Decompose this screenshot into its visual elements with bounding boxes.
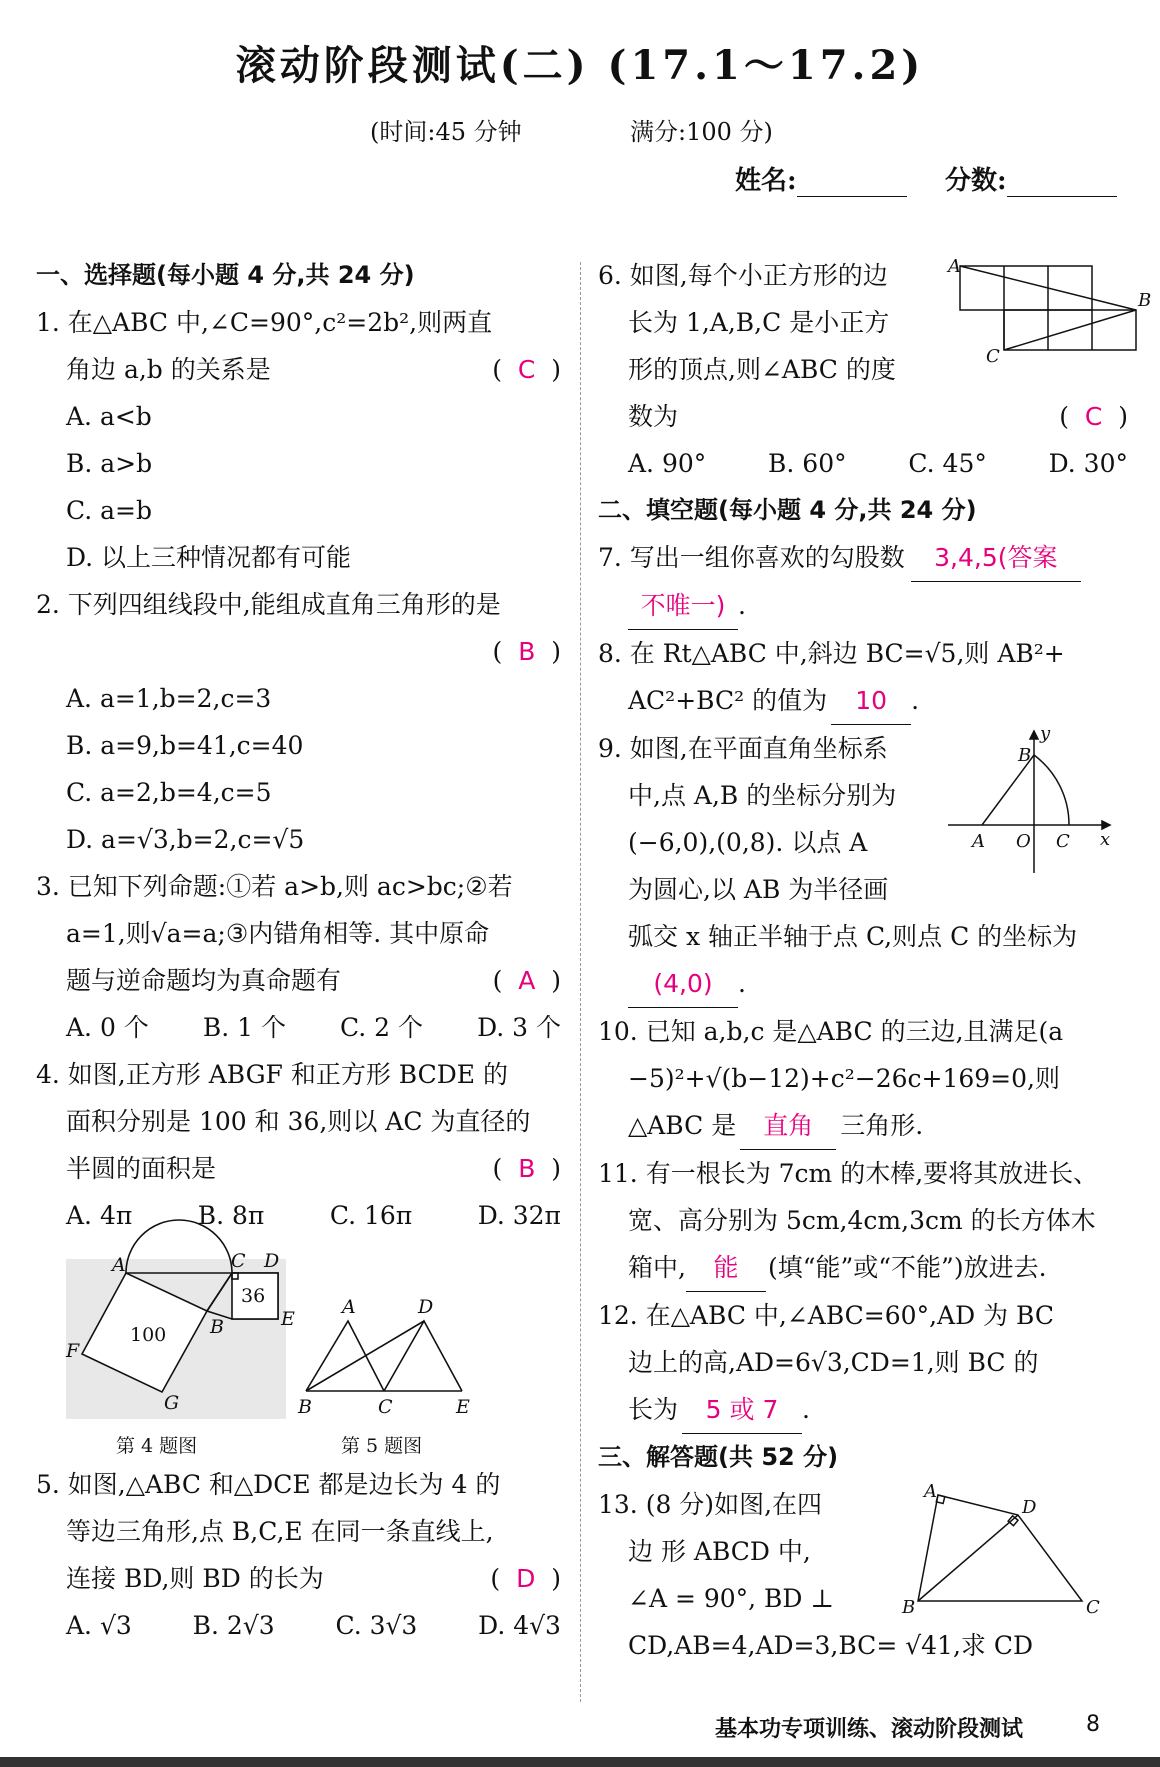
q3-answer: A <box>518 966 536 995</box>
q2-option-a: A. a=1,b=2,c=3 <box>66 684 272 713</box>
question-12 <box>598 1292 1128 1434</box>
q1-stem-line1: 1. 在△ABC 中,∠C=90°,c²=2b²,则两直 <box>36 308 493 337</box>
q1-answer: C <box>517 355 536 384</box>
fig4-label-b: B <box>210 1316 224 1338</box>
fig5-triangle-dce <box>384 1321 462 1391</box>
q6-option-b: B. 60° <box>768 449 847 478</box>
q9-label-b: B <box>1018 745 1032 766</box>
figures-4-5 <box>36 1239 561 1461</box>
fig5-triangle-abc <box>306 1321 384 1391</box>
time-limit: (时间:45 分钟 <box>370 118 522 146</box>
q10-stem-line3: △ABC 是 直角 三角形. <box>598 1102 1128 1150</box>
question-5 <box>36 1461 561 1649</box>
figure-5 <box>306 1321 462 1391</box>
q11-answer[interactable]: 能 <box>686 1244 766 1292</box>
q11-stem-line3: 箱中, 能 (填“能”或“不能”)放进去. <box>598 1244 1128 1292</box>
q12-stem-line2: 边上的高,AD=6√3,CD=1,则 BC 的 <box>628 1348 1039 1377</box>
q8-stem-line2: AC²+BC² 的值为 10 . <box>598 677 1128 725</box>
q6-line-cb <box>1004 310 1136 350</box>
q5-option-c: C. 3√3 <box>335 1611 418 1640</box>
fig4-caption: 第 4 题图 <box>116 1435 198 1457</box>
q5-option-b: B. 2√3 <box>192 1611 275 1640</box>
q9-label-c: C <box>1056 831 1070 852</box>
q13-quadrilateral <box>918 1495 1082 1601</box>
footer-text: 基本功专项训练、滚动阶段测试 <box>715 1717 1024 1742</box>
q6-option-c: C. 45° <box>908 449 987 478</box>
q5-stem-line1: 5. 如图,△ABC 和△DCE 都是边长为 4 的 <box>36 1470 501 1499</box>
q4-option-a: A. 4π <box>66 1201 133 1230</box>
name-label: 姓名: <box>735 166 797 196</box>
q5-option-d: D. 4√3 <box>478 1611 561 1640</box>
q6-stem-line4: 数为 ( C ) <box>628 402 1128 431</box>
q6-options <box>598 440 1128 487</box>
bottom-bar <box>0 1757 1160 1767</box>
question-4 <box>36 1051 561 1239</box>
q1-stem-line2: 角边 a,b 的关系是 ( C ) <box>66 355 561 384</box>
question-1 <box>36 299 561 581</box>
q12-stem-line1: 12. 在△ABC 中,∠ABC=60°,AD 为 BC <box>598 1301 1054 1330</box>
fig5-label-a: A <box>342 1296 356 1318</box>
q3-option-b: B. 1 个 <box>202 1013 286 1042</box>
q2-answer-line: ( B ) <box>492 637 561 666</box>
q12-answer[interactable]: 5 或 7 <box>682 1386 802 1434</box>
q13-stem-line2: 边 形 ABCD 中, <box>628 1537 811 1566</box>
question-10 <box>598 1008 1128 1150</box>
q3-stem-line1: 3. 已知下列命题:①若 a>b,则 ac>bc;②若 <box>36 872 513 901</box>
q4-option-d: D. 32π <box>477 1201 561 1230</box>
q11-stem-line2: 宽、高分别为 5cm,4cm,3cm 的长方体木 <box>628 1206 1096 1235</box>
q9-arc <box>1034 755 1069 825</box>
q6-answer: C <box>1084 402 1103 431</box>
section-1-title: 一、选择题(每小题 4 分,共 24 分) <box>36 261 415 289</box>
q6-grid-top <box>960 266 1092 310</box>
fig4-area-100: 100 <box>130 1324 167 1346</box>
score-field[interactable] <box>945 160 1117 197</box>
q13-label-c: C <box>1086 1597 1100 1618</box>
q13-stem-line4: CD,AB=4,AD=3,BC= √41,求 CD <box>628 1631 1034 1660</box>
q10-answer[interactable]: 直角 <box>740 1102 836 1150</box>
q2-answer: B <box>518 637 536 666</box>
q3-stem-line2: a=1,则√a=a;③内错角相等. 其中原命 <box>66 919 490 948</box>
q2-stem: 2. 下列四组线段中,能组成直角三角形的是 <box>36 590 501 619</box>
q4-answer: B <box>518 1154 536 1183</box>
score-label: 分数: <box>945 166 1007 196</box>
question-2 <box>36 581 561 863</box>
question-8 <box>598 630 1128 725</box>
q8-answer[interactable]: 10 <box>831 677 911 725</box>
q6-stem-line2: 长为 1,A,B,C 是小正方 <box>628 308 890 337</box>
q12-stem-line3: 长为 5 或 7 . <box>598 1386 1128 1434</box>
q9-stem-line3: (−6,0),(0,8). 以点 A <box>628 828 868 857</box>
question-3 <box>36 863 561 1051</box>
fig4-label-f: F <box>66 1340 80 1362</box>
q5-option-a: A. √3 <box>66 1611 132 1640</box>
fig5-label-d: D <box>418 1296 434 1318</box>
section-3-title: 三、解答题(共 52 分) <box>598 1443 839 1471</box>
q9-label-a: A <box>972 831 985 852</box>
q13-label-d: D <box>1022 1497 1037 1518</box>
q7-answer-2[interactable]: 不唯一) <box>628 582 738 630</box>
q9-answer-line: (4,0) . <box>598 960 1128 1008</box>
q1-option-a: A. a<b <box>66 402 152 431</box>
full-score: 满分:100 分) <box>630 118 773 146</box>
page-number: 8 <box>1086 1712 1100 1737</box>
page-title: 滚动阶段测试(二) (17.1～17.2) <box>235 42 925 89</box>
fig5-caption: 第 5 题图 <box>341 1435 423 1457</box>
fig5-label-b: B <box>298 1396 312 1418</box>
fig4-label-g: G <box>164 1392 180 1414</box>
q9-stem-line4: 为圆心,以 AB 为半径画 <box>628 875 889 904</box>
q4-option-b: B. 8π <box>197 1201 265 1230</box>
left-column <box>36 252 561 1649</box>
question-7 <box>598 534 1128 630</box>
q11-stem-line1: 11. 有一根长为 7cm 的木棒,要将其放进长、 <box>598 1159 1099 1188</box>
q9-answer[interactable]: (4,0) <box>628 960 738 1008</box>
q2-option-d: D. a=√3,b=2,c=√5 <box>66 825 305 854</box>
fig4-area-36: 36 <box>241 1285 266 1307</box>
q13-label-a: A <box>924 1481 937 1502</box>
q6-stem-line3: 形的顶点,则∠ABC 的度 <box>628 355 896 384</box>
q3-option-a: A. 0 个 <box>66 1013 149 1042</box>
fig4-label-a: A <box>112 1254 126 1276</box>
name-field[interactable] <box>735 160 907 197</box>
q7-answer-1[interactable]: 3,4,5(答案 <box>911 534 1081 582</box>
q4-stem-line1: 4. 如图,正方形 ABGF 和正方形 BCDE 的 <box>36 1060 508 1089</box>
q9-stem-line2: 中,点 A,B 的坐标分别为 <box>628 781 897 810</box>
q13-stem-line3: ∠A = 90°, BD ⊥ <box>628 1584 834 1613</box>
column-divider <box>580 262 581 1702</box>
q9-stem-line5: 弧交 x 轴正半轴于点 C,则点 C 的坐标为 <box>628 922 1078 951</box>
q6-option-a: A. 90° <box>628 449 707 478</box>
q5-stem-line3: 连接 BD,则 BD 的长为 ( D ) <box>66 1564 561 1593</box>
q6-option-d: D. 30° <box>1048 449 1128 478</box>
q13-figure <box>898 1481 1118 1621</box>
q7-line2: 不唯一) . <box>598 582 1128 630</box>
fig5-line-bd <box>306 1321 424 1391</box>
q10-stem-line1: 10. 已知 a,b,c 是△ABC 的三边,且满足(a <box>598 1017 1064 1046</box>
q4-options <box>36 1192 561 1239</box>
q1-option-c: C. a=b <box>66 496 152 525</box>
q4-stem-line3: 半圆的面积是 ( B ) <box>66 1154 561 1183</box>
q9-label-x: x <box>1100 829 1111 850</box>
q2-option-c: C. a=2,b=4,c=5 <box>66 778 272 807</box>
fig4-label-c: C <box>231 1250 246 1272</box>
q4-option-c: C. 16π <box>329 1201 413 1230</box>
q7-line1: 7. 写出一组你喜欢的勾股数 3,4,5(答案 <box>598 534 1128 582</box>
q6-stem-line1: 6. 如图,每个小正方形的边 <box>598 261 888 290</box>
q5-stem-line2: 等边三角形,点 B,C,E 在同一条直线上, <box>66 1517 494 1546</box>
question-6 <box>598 252 1152 487</box>
q6-label-c: C <box>986 346 1000 367</box>
question-11 <box>598 1150 1128 1292</box>
name-blank[interactable] <box>797 170 907 197</box>
fig5-label-c: C <box>378 1396 393 1418</box>
q9-label-y: y <box>1040 723 1051 744</box>
q2-option-b: B. a=9,b=41,c=40 <box>66 731 304 760</box>
q3-option-d: D. 3 个 <box>477 1013 561 1042</box>
q10-stem-line2: −5)²+√(b−12)+c²−26c+169=0,则 <box>628 1064 1060 1093</box>
q1-option-d: D. 以上三种情况都有可能 <box>66 543 352 572</box>
q8-stem-line1: 8. 在 Rt△ABC 中,斜边 BC=√5,则 AB²+ <box>598 639 1065 668</box>
fig5-label-e: E <box>456 1396 470 1418</box>
question-13 <box>598 1481 1128 1669</box>
q3-stem-line3: 题与逆命题均为真命题有 ( A ) <box>66 966 561 995</box>
q6-label-b: B <box>1138 290 1152 311</box>
fig4-label-d: D <box>264 1250 280 1272</box>
q13-diagonal-bd <box>918 1515 1018 1601</box>
q4-stem-line2: 面积分别是 100 和 36,则以 AC 为直径的 <box>66 1107 531 1136</box>
q5-answer: D <box>516 1564 536 1593</box>
q6-label-a: A <box>948 256 961 277</box>
question-9 <box>598 725 1128 1008</box>
fig4-label-e: E <box>281 1308 295 1330</box>
q13-stem-line1: 13. (8 分)如图,在四 <box>598 1490 823 1519</box>
q1-option-b: B. a>b <box>66 449 153 478</box>
q9-figure <box>948 725 1118 875</box>
q9-stem-line1: 9. 如图,在平面直角坐标系 <box>598 734 888 763</box>
q9-label-o: O <box>1016 831 1031 852</box>
section-2-title: 二、填空题(每小题 4 分,共 24 分) <box>598 496 977 524</box>
right-column <box>598 252 1152 1669</box>
q3-options <box>36 1004 561 1051</box>
q13-label-b: B <box>902 1597 916 1618</box>
score-blank[interactable] <box>1007 170 1117 197</box>
q6-figure <box>948 256 1152 378</box>
figure-4-5-svg <box>36 1239 561 1461</box>
q3-option-c: C. 2 个 <box>340 1013 424 1042</box>
q5-options <box>36 1602 561 1649</box>
